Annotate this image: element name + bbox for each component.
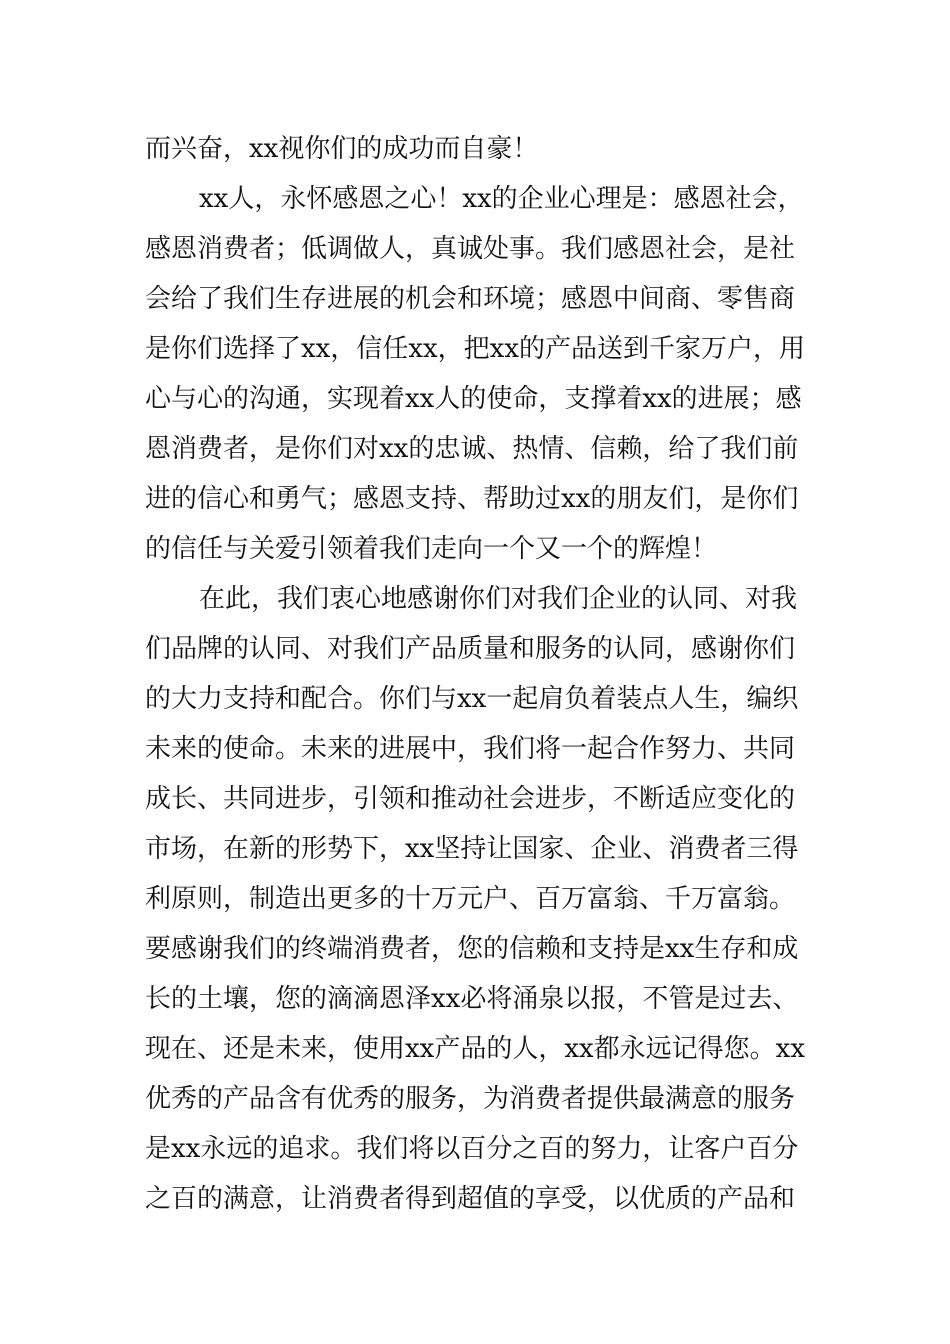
text-line: 恩消费者，是你们对xx的忠诚、热情、信赖，给了我们前 — [145, 434, 799, 464]
text-line: 要感谢我们的终端消费者，您的信赖和支持是xx生存和成 — [145, 934, 799, 964]
text-line: 市场，在新的形势下，xx坚持让国家、企业、消费者三得 — [145, 834, 799, 864]
text-line: 优秀的产品含有优秀的服务，为消费者提供最满意的服务 — [145, 1084, 796, 1114]
paragraph-start-line: 在此，我们衷心地感谢你们对我们企业的认同、对我 — [199, 584, 798, 614]
text-line: 利原则，制造出更多的十万元户、百万富翁、千万富翁。 — [145, 884, 796, 914]
text-line: 感恩消费者；低调做人，真诚处事。我们感恩社会，是社 — [145, 234, 796, 264]
text-line: 之百的满意，让消费者得到超值的享受，以优质的产品和 — [145, 1184, 796, 1214]
text-line: 是xx永远的追求。我们将以百分之百的努力，让客户百分 — [145, 1134, 799, 1164]
text-line: 的信任与关爱引领着我们走向一个又一个的辉煌！ — [145, 534, 718, 564]
paragraph-start-line: xx人，永怀感恩之心！xx的企业心理是：感恩社会， — [199, 184, 804, 214]
text-line: 未来的使命。未来的进展中，我们将一起合作努力、共同 — [145, 734, 796, 764]
text-line: 长的土壤，您的滴滴恩泽xx必将涌泉以报，不管是过去、 — [145, 984, 799, 1014]
text-line: 的大力支持和配合。你们与xx一起肩负着装点人生，编织 — [145, 684, 799, 714]
text-line: 是你们选择了xx，信任xx，把xx的产品送到千家万户，用 — [145, 334, 805, 364]
text-line: 进的信心和勇气；感恩支持、帮助过xx的朋友们，是你们 — [145, 484, 799, 514]
text-line: 现在、还是未来，使用xx产品的人，xx都永远记得您。xx — [145, 1034, 805, 1064]
text-line: 心与心的沟通，实现着xx人的使命，支撑着xx的进展；感 — [145, 384, 802, 414]
text-line: 而兴奋，xx视你们的成功而自豪！ — [145, 134, 539, 164]
text-line: 们品牌的认同、对我们产品质量和服务的认同，感谢你们 — [145, 634, 796, 664]
text-line: 成长、共同进步，引领和推动社会进步，不断适应变化的 — [145, 784, 796, 814]
text-line: 会给了我们生存进展的机会和环境；感恩中间商、零售商 — [145, 284, 796, 314]
body-text — [145, 124, 815, 1224]
